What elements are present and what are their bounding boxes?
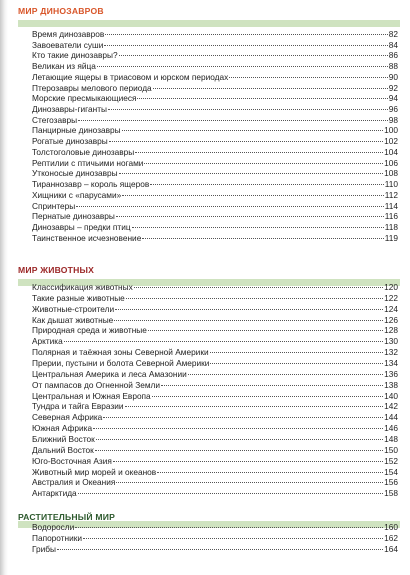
toc-entry-title: Тираннозавр – король ящеров bbox=[32, 179, 150, 190]
toc-entry-page: 118 bbox=[384, 221, 398, 232]
dot-leader bbox=[78, 493, 383, 494]
section-title-animals: МИР ЖИВОТНЫХ bbox=[18, 265, 95, 275]
toc-entry-title: Хищники с «парусами» bbox=[32, 189, 122, 200]
toc-entry-page: 158 bbox=[384, 488, 398, 499]
toc-entry-page: 106 bbox=[384, 157, 398, 168]
dot-leader bbox=[135, 152, 383, 153]
dot-leader bbox=[75, 527, 383, 528]
toc-entry-title: Как дышат животные bbox=[32, 314, 114, 325]
toc-entry[interactable] bbox=[32, 412, 398, 423]
toc-entry-page: 100 bbox=[384, 125, 398, 136]
section-title-dinosaurs: МИР ДИНОЗАВРОВ bbox=[18, 6, 104, 16]
toc-entry-title: Классификация животных bbox=[32, 282, 133, 292]
toc-entry[interactable] bbox=[32, 380, 398, 391]
toc-entry[interactable] bbox=[32, 315, 398, 326]
section-rule-dinosaurs bbox=[18, 20, 400, 27]
dot-leader bbox=[97, 66, 388, 67]
dot-leader bbox=[119, 173, 384, 174]
toc-entry-page: 142 bbox=[384, 401, 398, 412]
dot-leader bbox=[210, 363, 383, 364]
dot-leader bbox=[122, 195, 384, 196]
dot-leader bbox=[93, 428, 383, 429]
toc-entry-title: Прерии, пустыни и болота Северной Америки bbox=[32, 358, 210, 369]
toc-entry[interactable] bbox=[32, 50, 398, 61]
toc-entry-page: 108 bbox=[384, 168, 398, 179]
toc-entry-page: 112 bbox=[384, 189, 398, 200]
toc-entry-title: Юго-Восточная Азия bbox=[32, 455, 112, 466]
toc-entry[interactable] bbox=[32, 488, 398, 499]
toc-entry-page: 98 bbox=[388, 114, 398, 125]
toc-entry-page: 162 bbox=[384, 533, 398, 543]
toc-entry-page: 126 bbox=[384, 314, 398, 325]
dot-leader bbox=[152, 396, 383, 397]
toc-entry-title: Кто такие динозавры? bbox=[32, 50, 118, 61]
toc-entry-title: Северная Африка bbox=[32, 412, 103, 423]
toc-entry-page: 136 bbox=[384, 368, 398, 379]
toc-entry-title: Ближний Восток bbox=[32, 434, 95, 445]
toc-entry-title: Динозавры-гиганты bbox=[32, 104, 107, 115]
dot-leader bbox=[125, 406, 384, 407]
dot-leader bbox=[115, 309, 383, 310]
toc-entry-title: Животный мир морей и океанов bbox=[32, 466, 157, 477]
toc-entry[interactable] bbox=[32, 445, 398, 456]
toc-entry[interactable] bbox=[32, 423, 398, 434]
toc-list-animals bbox=[32, 282, 398, 499]
dot-leader bbox=[113, 461, 383, 462]
toc-entry-title: Папоротники bbox=[32, 533, 83, 543]
toc-entry-title: Завоеватели суши bbox=[32, 39, 104, 50]
toc-entry-page: 146 bbox=[384, 423, 398, 434]
toc-entry-page: 132 bbox=[384, 347, 398, 358]
toc-entry-title: Великан из яйца bbox=[32, 61, 96, 72]
toc-entry-page: 128 bbox=[384, 325, 398, 336]
toc-entry-title: От пампасов до Огненной Земли bbox=[32, 379, 161, 390]
toc-entry[interactable] bbox=[32, 211, 398, 222]
toc-entry-page: 90 bbox=[388, 71, 398, 82]
toc-list-dinosaurs bbox=[32, 29, 398, 243]
toc-entry[interactable] bbox=[32, 391, 398, 402]
toc-entry-page: 144 bbox=[384, 412, 398, 423]
toc-entry-page: 160 bbox=[384, 522, 398, 532]
toc-entry[interactable] bbox=[32, 147, 398, 158]
dot-leader bbox=[134, 287, 383, 288]
toc-entry-page: 140 bbox=[384, 390, 398, 401]
toc-entry[interactable] bbox=[32, 336, 398, 347]
toc-entry-title: Время динозавров bbox=[32, 29, 105, 39]
toc-entry-page: 116 bbox=[384, 211, 398, 222]
toc-entry-title: Утконосые динозавры bbox=[32, 168, 118, 179]
toc-entry-title: Птерозавры мелового периода bbox=[32, 82, 152, 93]
toc-entry-title: Динозавры – предки птиц bbox=[32, 221, 131, 232]
toc-entry-page: 114 bbox=[384, 200, 398, 211]
toc-entry[interactable] bbox=[32, 93, 398, 104]
page-gutter-shadow bbox=[0, 0, 8, 575]
toc-entry-title: Рогатые динозавры bbox=[32, 136, 108, 147]
toc-entry-title: Природная среда и животные bbox=[32, 325, 147, 336]
dot-leader bbox=[150, 184, 384, 185]
toc-entry-title: Такие разные животные bbox=[32, 292, 125, 303]
toc-entry-page: 102 bbox=[384, 136, 398, 147]
toc-entry-page: 154 bbox=[384, 466, 398, 477]
dot-leader bbox=[153, 88, 388, 89]
toc-entry[interactable] bbox=[32, 104, 398, 115]
toc-entry-page: 164 bbox=[384, 544, 398, 554]
dot-leader bbox=[114, 320, 383, 321]
toc-entry[interactable] bbox=[32, 125, 398, 136]
dot-leader bbox=[96, 439, 383, 440]
dot-leader bbox=[137, 98, 387, 99]
toc-entry-title: Стегозавры bbox=[32, 114, 78, 125]
dot-leader bbox=[144, 163, 383, 164]
toc-entry-page: 110 bbox=[384, 179, 398, 190]
toc-entry[interactable] bbox=[32, 434, 398, 445]
toc-entry-page: 104 bbox=[384, 146, 398, 157]
dot-leader bbox=[64, 341, 383, 342]
toc-entry-title: Панцирные динозавры bbox=[32, 125, 121, 136]
section-title-plants: РАСТИТЕЛЬНЫЙ МИР bbox=[18, 512, 116, 522]
toc-entry-page: 84 bbox=[388, 39, 398, 50]
dot-leader bbox=[95, 450, 383, 451]
toc-entry[interactable] bbox=[32, 40, 398, 51]
dot-leader bbox=[142, 238, 383, 239]
dot-leader bbox=[105, 34, 387, 35]
dot-leader bbox=[104, 45, 387, 46]
toc-entry-page: 88 bbox=[388, 61, 398, 72]
toc-entry-page: 148 bbox=[384, 434, 398, 445]
toc-entry-page: 122 bbox=[384, 292, 398, 303]
toc-entry[interactable] bbox=[32, 72, 398, 83]
toc-entry-title: Пернатые динозавры bbox=[32, 211, 115, 222]
toc-entry-page: 94 bbox=[388, 93, 398, 104]
toc-entry[interactable] bbox=[32, 533, 398, 544]
toc-entry-title: Центральная Америка и леса Амазонии bbox=[32, 368, 187, 379]
toc-entry-page: 156 bbox=[384, 477, 398, 488]
toc-entry[interactable] bbox=[32, 61, 398, 72]
toc-entry[interactable] bbox=[32, 304, 398, 315]
dot-leader bbox=[116, 216, 384, 217]
toc-entry-title: Южная Африка bbox=[32, 423, 93, 434]
toc-entry[interactable] bbox=[32, 168, 398, 179]
toc-entry[interactable] bbox=[32, 522, 398, 533]
dot-leader bbox=[188, 374, 383, 375]
toc-entry-title: Рептилии с птичьими ногами bbox=[32, 157, 144, 168]
dot-leader bbox=[157, 472, 383, 473]
toc-entry[interactable] bbox=[32, 222, 398, 233]
toc-entry[interactable] bbox=[32, 29, 398, 40]
toc-entry[interactable] bbox=[32, 325, 398, 336]
toc-entry-title: Грибы bbox=[32, 544, 56, 554]
toc-entry[interactable] bbox=[32, 282, 398, 293]
dot-leader bbox=[229, 77, 388, 78]
toc-entry-title: Водоросли bbox=[32, 522, 75, 532]
dot-leader bbox=[210, 352, 384, 353]
toc-entry-page: 96 bbox=[388, 104, 398, 115]
toc-list-plants bbox=[32, 522, 398, 555]
dot-leader bbox=[78, 120, 388, 121]
toc-entry-title: Летающие ящеры в триасовом и юрском периодах bbox=[32, 71, 229, 82]
toc-entry[interactable] bbox=[32, 233, 398, 244]
dot-leader bbox=[119, 55, 388, 56]
toc-entry-title: Толстоголовые динозавры bbox=[32, 146, 135, 157]
toc-entry-page: 82 bbox=[388, 29, 398, 39]
toc-entry-title: Австралия и Океания bbox=[32, 477, 116, 488]
dot-leader bbox=[57, 549, 383, 550]
toc-entry-page: 130 bbox=[384, 336, 398, 347]
toc-entry-page: 120 bbox=[384, 282, 398, 292]
toc-entry-title: Тундра и тайга Евразии bbox=[32, 401, 124, 412]
dot-leader bbox=[76, 206, 384, 207]
dot-leader bbox=[108, 109, 388, 110]
toc-entry-title: Дальний Восток bbox=[32, 444, 94, 455]
toc-entry[interactable] bbox=[32, 158, 398, 169]
toc-entry-title: Морские пресмыкающиеся bbox=[32, 93, 137, 104]
toc-entry-page: 152 bbox=[384, 455, 398, 466]
toc-entry[interactable] bbox=[32, 358, 398, 369]
toc-entry-title: Спринтеры bbox=[32, 200, 76, 211]
toc-entry-page: 92 bbox=[388, 82, 398, 93]
dot-leader bbox=[126, 298, 383, 299]
toc-entry[interactable] bbox=[32, 293, 398, 304]
toc-entry-page: 138 bbox=[384, 379, 398, 390]
toc-entry[interactable] bbox=[32, 467, 398, 478]
dot-leader bbox=[148, 330, 383, 331]
toc-entry[interactable] bbox=[32, 544, 398, 555]
dot-leader bbox=[161, 385, 383, 386]
toc-entry-page: 124 bbox=[384, 303, 398, 314]
dot-leader bbox=[132, 227, 384, 228]
toc-entry[interactable] bbox=[32, 347, 398, 358]
toc-entry[interactable] bbox=[32, 115, 398, 126]
toc-entry-page: 150 bbox=[384, 444, 398, 455]
toc-entry[interactable] bbox=[32, 136, 398, 147]
dot-leader bbox=[109, 141, 383, 142]
toc-entry[interactable] bbox=[32, 369, 398, 380]
toc-entry-title: Антарктида bbox=[32, 488, 77, 499]
toc-entry[interactable] bbox=[32, 477, 398, 488]
toc-entry-title: Арктика bbox=[32, 336, 63, 347]
toc-entry[interactable] bbox=[32, 83, 398, 94]
toc-entry[interactable] bbox=[32, 201, 398, 212]
toc-entry-title: Животные-строители bbox=[32, 303, 115, 314]
toc-entry[interactable] bbox=[32, 179, 398, 190]
toc-entry-page: 119 bbox=[384, 232, 398, 243]
toc-entry[interactable] bbox=[32, 456, 398, 467]
dot-leader bbox=[103, 417, 383, 418]
toc-entry[interactable] bbox=[32, 401, 398, 412]
dot-leader bbox=[116, 482, 383, 483]
toc-entry[interactable] bbox=[32, 190, 398, 201]
dot-leader bbox=[122, 130, 384, 131]
dot-leader bbox=[83, 538, 383, 539]
toc-entry-page: 86 bbox=[388, 50, 398, 61]
toc-entry-page: 134 bbox=[384, 358, 398, 369]
toc-entry-title: Таинственное исчезновение bbox=[32, 232, 142, 243]
toc-entry-title: Центральная и Южная Европа bbox=[32, 390, 151, 401]
toc-entry-title: Полярная и таёжная зоны Северной Америки bbox=[32, 347, 209, 358]
